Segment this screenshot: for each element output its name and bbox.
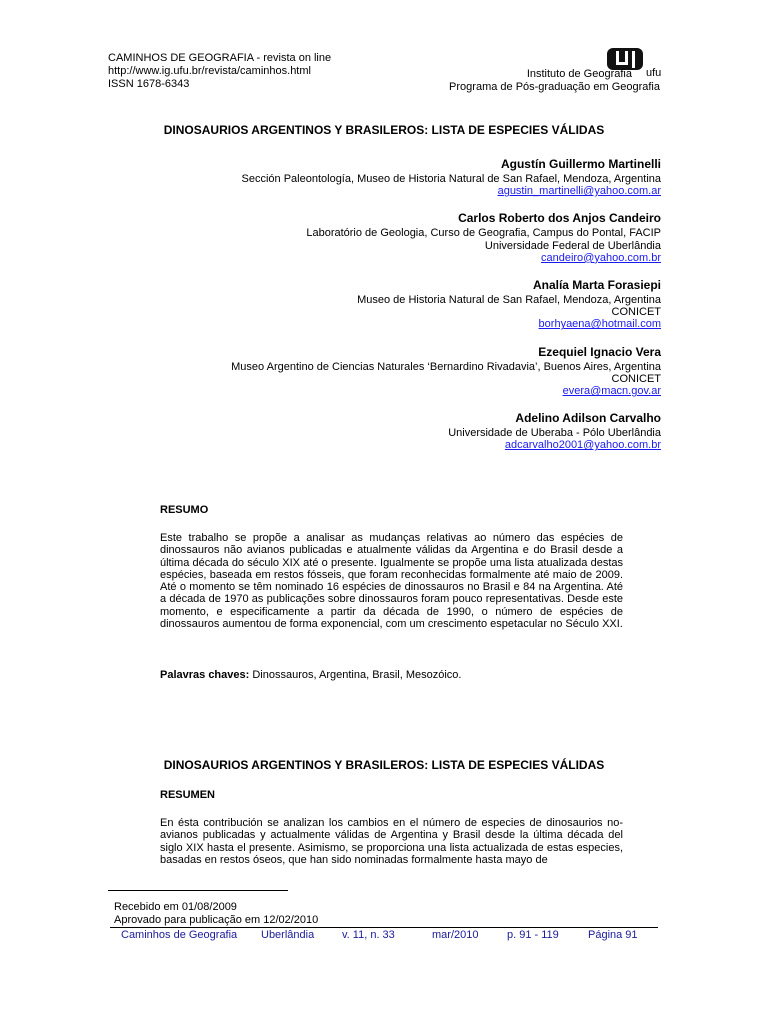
journal-header: [108, 52, 331, 92]
author-block: [150, 157, 661, 197]
journal-url: http://www.ig.ufu.br/revista/caminhos.html: [108, 65, 311, 78]
author-affiliation: CONICET: [611, 372, 661, 385]
approved-date: Aprovado para publicação em 12/02/2010: [114, 914, 319, 926]
journal-issn: ISSN 1678-6343: [108, 78, 190, 91]
author-name: Adelino Adilson Carvalho: [515, 411, 661, 426]
footer-date: mar/2010: [432, 929, 479, 941]
author-email-link[interactable]: evera@macn.gov.ar: [562, 385, 661, 398]
author-affiliation: Sección Paleontología, Museo de Historia Natural de San Rafael, Mendoza, Argentina: [241, 173, 661, 185]
paper-title-spanish: DINOSAURIOS ARGENTINOS Y BRASILEROS: LISTA DE ESPECIES VÁLIDAS: [163, 758, 605, 772]
author-email-link[interactable]: borhyaena@hotmail.com: [538, 318, 661, 331]
logo-text: ufu: [646, 67, 662, 79]
resumo-heading: RESUMO: [160, 504, 209, 516]
footer-volume: v. 11, n. 33: [342, 929, 395, 941]
author-name: Agustín Guillermo Martinelli: [500, 157, 661, 171]
resumen-text: En ésta contribución se analizan los cambios en el número de especies de dinosaurios no-avianos publicadas y actualmente válidas de Argentina y Brasil desde la última década del siglo XIX hasta el presente. Asimismo, se proporciona una lista actualizada de estas especies, basadas en restos óseos, que han sido nominadas formalmente hasta mayo de: [160, 817, 623, 866]
institute-header: [420, 68, 660, 94]
author-email-link[interactable]: agustin_martinelli@yahoo.com.ar: [497, 185, 661, 198]
institute-name: Instituto de Geografia: [526, 68, 632, 80]
footer-divider: [110, 927, 658, 928]
paper-title: DINOSAURIOS ARGENTINOS Y BRASILEROS: LISTA DE ESPECIES VÁLIDAS: [163, 123, 605, 137]
footer-city: Uberlândia: [261, 929, 315, 941]
author-block: [150, 345, 661, 398]
author-affiliation: Universidade Federal de Uberlândia: [484, 239, 661, 252]
author-affiliation: Museo Argentino de Ciencias Naturales ‘Bernardino Rivadavia’, Buenos Aires, Argentina: [231, 360, 661, 373]
program-name: Programa de Pós-graduação em Geografia: [449, 81, 660, 93]
resumen-heading: RESUMEN: [160, 789, 216, 801]
keywords: [160, 669, 623, 681]
author-affiliation: Universidade de Uberaba - Pólo Uberlândia: [448, 427, 661, 440]
author-block: [150, 411, 661, 451]
keywords-values: Dinossauros, Argentina, Brasil, Mesozóico.: [252, 669, 462, 681]
author-name: Ezequiel Ignacio Vera: [538, 344, 661, 359]
author-email-link[interactable]: adcarvalho2001@yahoo.com.br: [504, 439, 661, 452]
author-name: Carlos Roberto dos Anjos Candeiro: [458, 211, 661, 226]
resumo-text: Este trabalho se propõe a analisar as mudanças relativas ao número das espécies de dinossauros não avianos publicadas e atualmente válidas da Argentina e do Brasil desde a última década do século XIX até o presente. Igualmente se propõe uma lista atualizada destas espécies, baseada em restos fósseis, que foram reconhecidas formalmente até maio de 2009. Até o momento se têm nominado 16 espécies de dinossauros no Brasil e 84 na Argentina. Até a década de 1970 as publicações sobre dinossauros foram pouco representativas. Desde este momento, e especificamente a partir da década de 1990, o número de espécies de dinossauros aumentou de forma exponencial, com um crescimento espetacular no Século XXI.: [160, 532, 623, 631]
author-block: [150, 278, 661, 331]
author-email-link[interactable]: candeiro@yahoo.com.br: [540, 251, 661, 264]
footer-pages: p. 91 - 119: [507, 929, 559, 941]
author-block: [150, 211, 661, 264]
received-date: Recebido em 01/08/2009: [114, 901, 237, 913]
author-name: Analía Marta Forasiepi: [532, 278, 661, 293]
author-list: [150, 157, 661, 466]
journal-name: CAMINHOS DE GEOGRAFIA - revista on line: [108, 52, 332, 64]
footer-journal: Caminhos de Geografia: [121, 929, 238, 941]
ufu-logo-icon: [607, 48, 643, 70]
keywords-label: Palavras chaves:: [160, 669, 250, 681]
author-affiliation: CONICET: [611, 306, 661, 319]
footnote-divider: [108, 890, 288, 891]
author-affiliation: Laboratório de Geologia, Curso de Geografia, Campus do Pontal, FACIP: [306, 227, 661, 240]
author-affiliation: Museo de Historia Natural de San Rafael, Mendoza, Argentina: [357, 294, 661, 307]
footer-page-number: Página 91: [588, 929, 638, 941]
